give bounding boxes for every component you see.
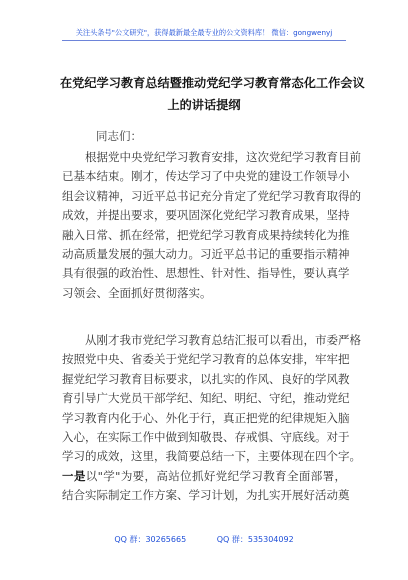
paragraph-line: 具有很强的政治性、思想性、针对性、指导性，要认真学	[62, 266, 350, 281]
paragraph-line-text: 以"学"为要，高站位抓好党纪学习教育全面部署，	[85, 468, 347, 483]
paragraph-line: 动高质量发展的强大动力。习近平总书记的重要指示精神	[62, 246, 350, 261]
paragraph-line: 学习教育内化于心、外化于行，真正把党的纪律规矩入脑	[62, 410, 350, 425]
paragraph-line: 根据党中央党纪学习教育安排，这次党纪学习教育目前	[62, 150, 361, 164]
paragraph-1	[62, 148, 361, 303]
paragraph-line: 已基本结束。刚才，传达学习了中央党的建设工作领导小	[62, 169, 350, 184]
paragraph-line: 按照党中央、省委关于党纪学习教育的总体安排，牢牢把	[62, 352, 350, 367]
footer-qq-group-1: QQ 群：30265665	[114, 535, 187, 544]
paragraph-line: 学习的成效，这里，我简要总结一下，主要体现在四个字。	[62, 449, 361, 464]
paragraph-line: 结合实际制定工作方案、学习计划，为扎实开展好活动奠	[62, 488, 350, 503]
paragraph-line: 育引导广大党员干部学纪、知纪、明纪、守纪，推动党纪	[62, 391, 350, 406]
paragraph-2	[62, 331, 361, 506]
header-notice: 关注头条号"公文研究"，获得最新最全最专业的公文资料库！ 微信：gongwenyj	[75, 28, 333, 37]
document-title-line-2: 上的讲话提纲	[167, 98, 241, 112]
paragraph-line-with-emphasis	[62, 467, 346, 486]
footer-qq-group-2: QQ 群：535304092	[216, 535, 294, 544]
paragraph-line: 入心，在实际工作中做到知敬畏、存戒惧、守底线。对于	[62, 429, 350, 444]
paragraph-line: 握党纪学习教育目标要求，以扎实的作风、良好的学风教	[62, 371, 350, 386]
paragraph-line: 组会议精神，习近平总书记充分肯定了党纪学习教育取得的	[62, 188, 361, 203]
paragraph-line: 成效，并提出要求，要巩固深化党纪学习教育成果，坚持	[62, 208, 350, 223]
paragraph-line: 融入日常、抓在经常，把党纪学习教育成果持续转化为推	[62, 227, 350, 242]
emphasis-prefix: 一是	[62, 468, 86, 483]
footer-contact	[0, 534, 408, 545]
paragraph-line: 从刚才我市党纪学习教育总结汇报可以看出，市委严格	[62, 333, 361, 347]
paragraph-line: 习领会、全面抓好贯彻落实。	[62, 285, 212, 300]
document-title-line-1: 在党纪学习教育总结暨推动党纪学习教育常态化工作会议	[60, 76, 365, 90]
salutation: 同志们：	[96, 129, 142, 143]
header-divider	[62, 40, 346, 41]
